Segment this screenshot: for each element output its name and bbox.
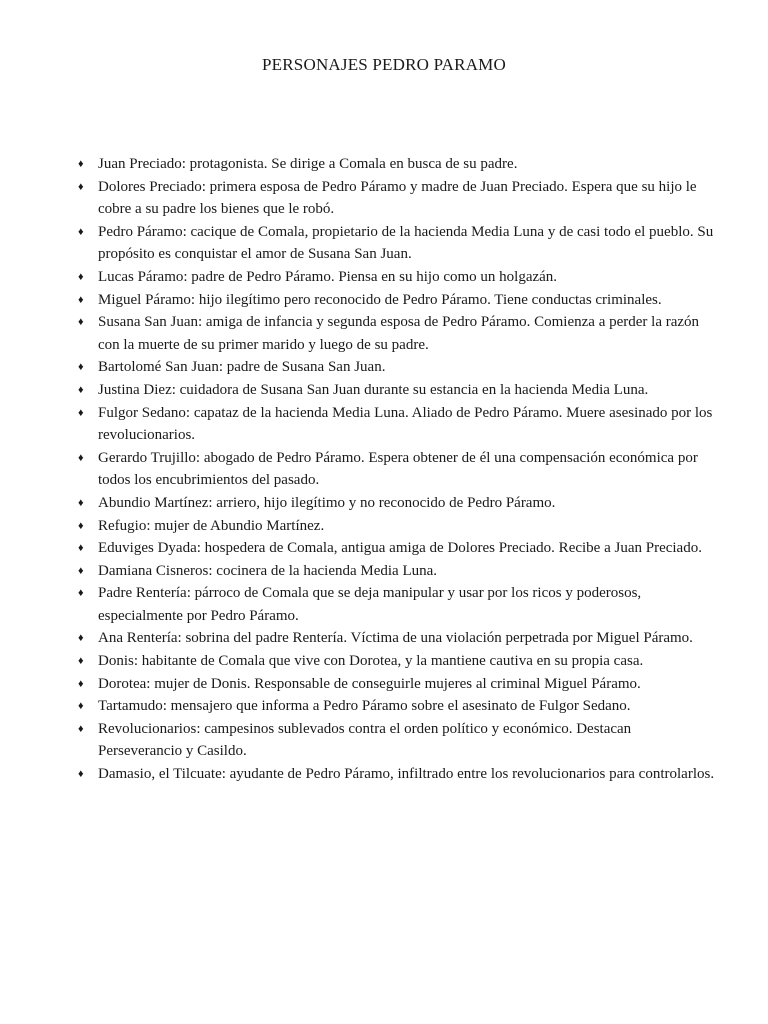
diamond-bullet-icon: ♦ <box>78 158 84 170</box>
list-item <box>78 582 718 627</box>
list-item <box>78 447 718 492</box>
list-item <box>78 266 718 289</box>
character-description: Tartamudo: mensajero que informa a Pedro Páramo sobre el asesinato de Fulgor Sedano. <box>98 698 631 715</box>
diamond-bullet-icon: ♦ <box>78 722 84 735</box>
diamond-bullet-icon: ♦ <box>78 677 84 690</box>
list-item <box>78 311 718 356</box>
list-item <box>78 560 718 583</box>
diamond-bullet-icon: ♦ <box>78 632 84 645</box>
character-description: Damasio, el Tilcuate: ayudante de Pedro Páramo, infiltrado entre los revolucionarios para controlarlos. <box>98 766 715 783</box>
character-description: Susana San Juan: amiga de infancia y segunda esposa de Pedro Páramo. Comienza a perder la razón con la muerte de su primer marido y luego de su padre. <box>98 314 700 353</box>
list-item <box>78 356 718 379</box>
diamond-bullet-icon: ♦ <box>78 316 84 329</box>
character-description: Donis: habitante de Comala que vive con Dorotea, y la mantiene cautiva en su propia casa. <box>98 653 644 670</box>
diamond-bullet-icon: ♦ <box>78 451 84 464</box>
character-description: Lucas Páramo: padre de Pedro Páramo. Piensa en su hijo como un holgazán. <box>98 268 558 285</box>
list-item <box>78 718 718 763</box>
diamond-bullet-icon: ♦ <box>78 655 84 668</box>
character-description: Refugio: mujer de Abundio Martínez. <box>98 517 325 534</box>
list-item <box>78 537 718 560</box>
character-description: Revolucionarios: campesinos sublevados contra el orden político y económico. Destacan Perseverancio y Casildo. <box>98 720 632 760</box>
character-description: Damiana Cisneros: cocinera de la hacienda Media Luna. <box>98 562 438 579</box>
list-item <box>78 402 718 447</box>
character-description: Miguel Páramo: hijo ilegítimo pero reconocido de Pedro Páramo. Tiene conductas criminales. <box>98 291 662 308</box>
character-description: Dorotea: mujer de Donis. Responsable de conseguirle mujeres al criminal Miguel Páramo. <box>98 675 641 692</box>
character-description: Abundio Martínez: arriero, hijo ilegítimo y no reconocido de Pedro Páramo. <box>98 494 556 511</box>
diamond-bullet-icon: ♦ <box>78 383 84 396</box>
diamond-bullet-icon: ♦ <box>78 768 84 781</box>
diamond-bullet-icon: ♦ <box>78 406 84 419</box>
list-item <box>78 289 718 312</box>
character-description: Fulgor Sedano: capataz de la hacienda Media Luna. Aliado de Pedro Páramo. Muere asesinado por los revolucionarios. <box>98 404 713 444</box>
list-item <box>78 650 718 673</box>
diamond-bullet-icon: ♦ <box>78 270 84 283</box>
diamond-bullet-icon: ♦ <box>78 361 84 374</box>
list-item <box>78 695 718 718</box>
character-description: Padre Rentería: párroco de Comala que se deja manipular y usar por los ricos y poderosos, especialmente por Pedro Páramo. <box>98 585 642 624</box>
diamond-bullet-icon: ♦ <box>78 519 84 532</box>
diamond-bullet-icon: ♦ <box>78 225 84 238</box>
list-item <box>78 673 718 696</box>
character-description: Eduviges Dyada: hospedera de Comala, antigua amiga de Dolores Preciado. Recibe a Juan Preciado. <box>98 540 702 557</box>
diamond-bullet-icon: ♦ <box>78 180 84 193</box>
character-description: Justina Diez: cuidadora de Susana San Juan durante su estancia en la hacienda Media Luna. <box>98 381 649 398</box>
character-description: Pedro Páramo: cacique de Comala, propietario de la hacienda Media Luna y de casi todo el pueblo. Su propósito es conquistar el amor de Susana San Juan. <box>98 223 714 263</box>
diamond-bullet-icon: ♦ <box>78 542 84 555</box>
character-description: Ana Rentería: sobrina del padre Rentería. Víctima de una violación perpetrada por Miguel Páramo. <box>98 630 693 647</box>
diamond-bullet-icon: ♦ <box>78 293 84 306</box>
list-item <box>78 176 718 221</box>
list-item <box>78 627 718 650</box>
character-description: Gerardo Trujillo: abogado de Pedro Páramo. Espera obtener de él una compensación económica por todos los encubrimientos del pasado. <box>98 449 698 489</box>
diamond-bullet-icon: ♦ <box>78 587 84 600</box>
diamond-bullet-icon: ♦ <box>78 564 84 577</box>
diamond-bullet-icon: ♦ <box>78 496 84 509</box>
list-item <box>78 492 718 515</box>
list-item <box>78 221 718 266</box>
list-item <box>78 153 718 176</box>
character-description: Dolores Preciado: primera esposa de Pedro Páramo y madre de Juan Preciado. Espera que su hijo le cobre a su padre los bienes que le robó. <box>98 178 697 218</box>
character-description: Juan Preciado: protagonista. Se dirige a Comala en busca de su padre. <box>98 156 518 172</box>
document-title: PERSONAJES PEDRO PARAMO <box>262 55 506 74</box>
character-list <box>78 153 718 786</box>
diamond-bullet-icon: ♦ <box>78 700 84 713</box>
character-description: Bartolomé San Juan: padre de Susana San Juan. <box>98 359 386 376</box>
list-item <box>78 515 718 538</box>
list-item <box>78 379 718 402</box>
list-item <box>78 763 718 786</box>
